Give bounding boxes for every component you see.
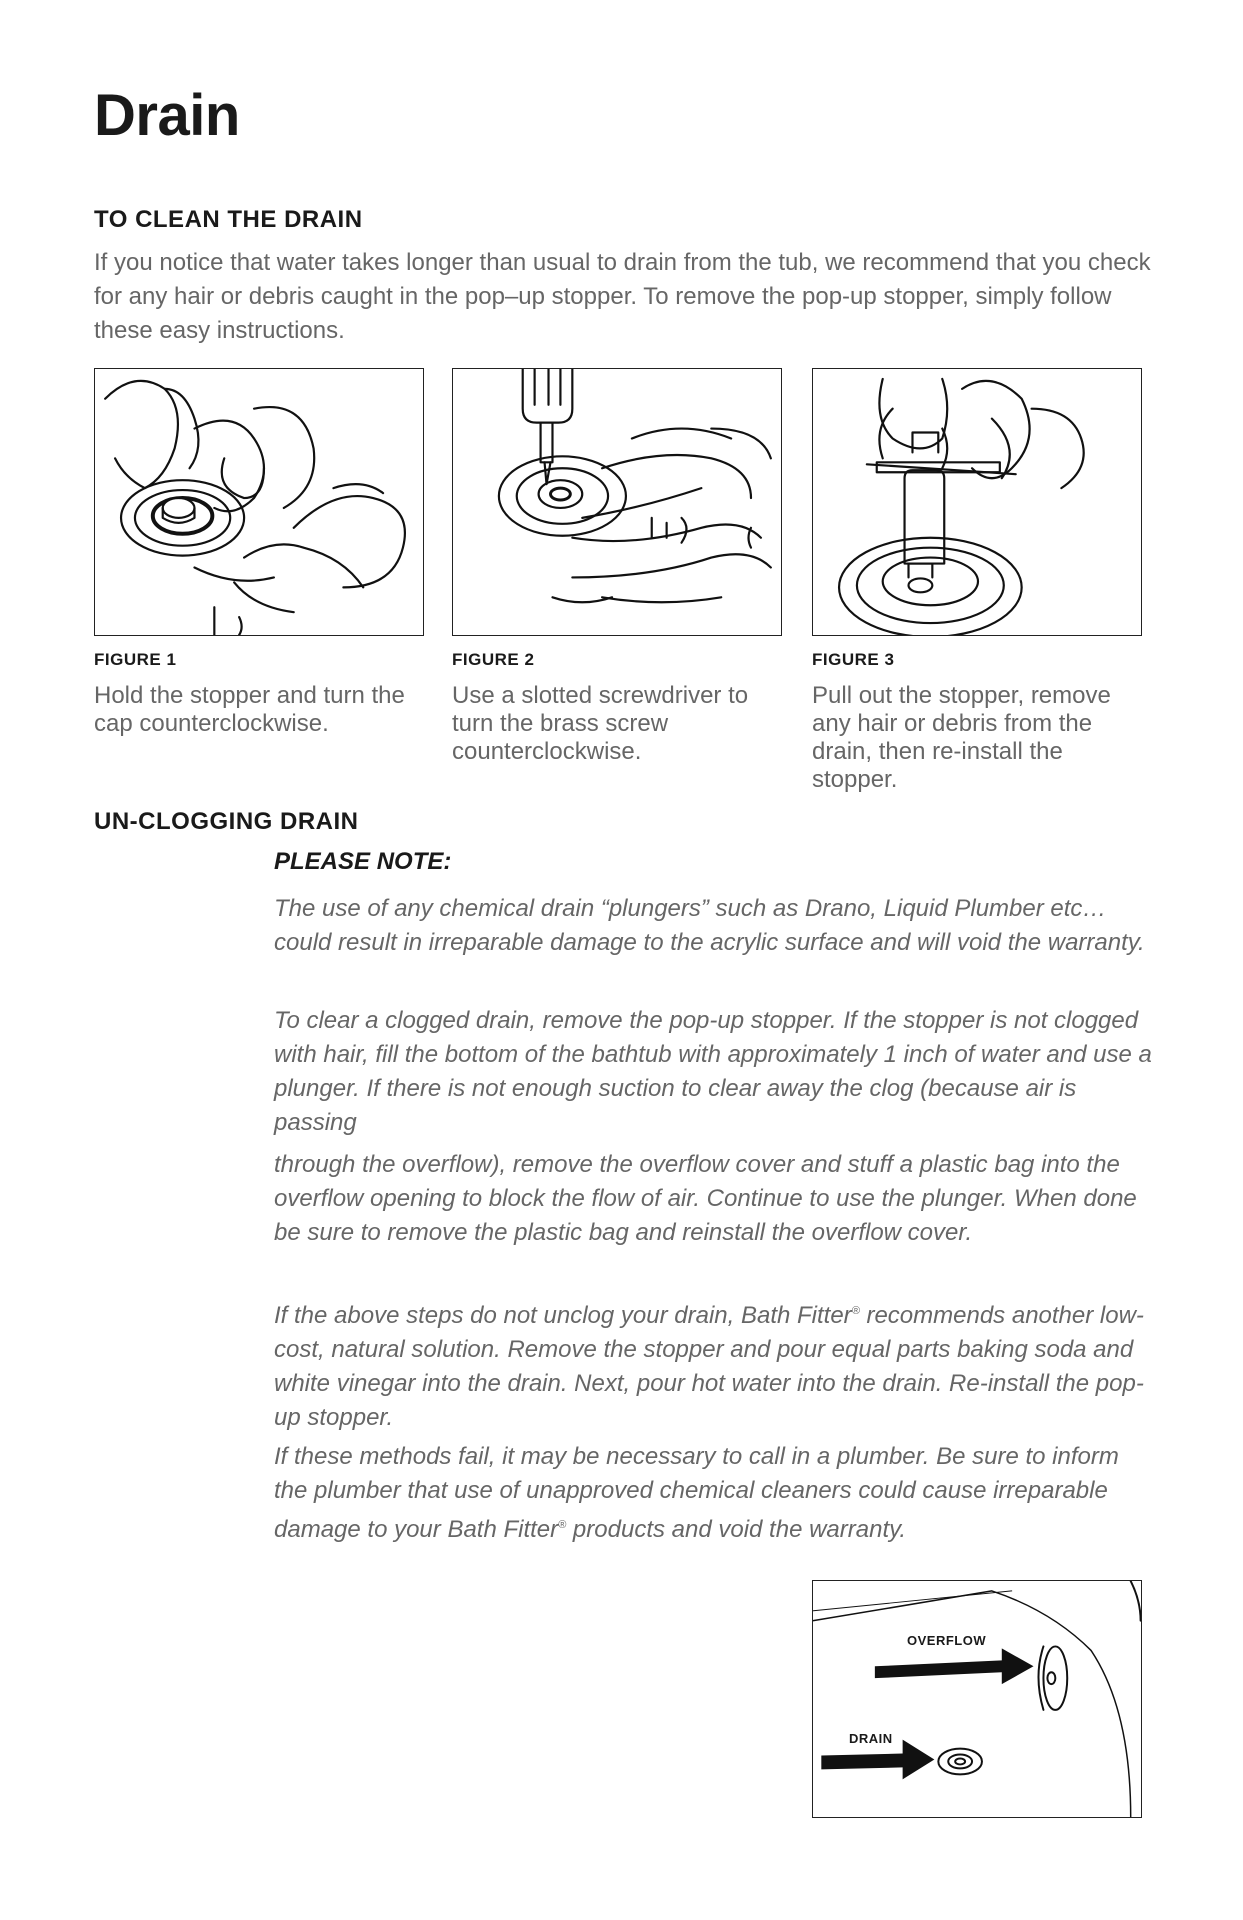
figure-2-illustration xyxy=(452,368,782,636)
plumber-text-a: If these methods fail, it may be necessary to call in a plumber. Be sure to inform the plumber that use of unapproved chemical cleaners could cause irreparable damage to your Bath Fitter xyxy=(274,1443,1119,1543)
plunger-paragraph xyxy=(274,1004,1154,1140)
plunger-text: To clear a clogged drain, remove the pop-up stopper. If the stopper is not clogged with hair, fill the bottom of the bathtub with approximately 1 inch of water and use a plunger. If there is not enough suction to clear away the clog (because air is passing xyxy=(274,1007,1152,1136)
warning-text: The use of any chemical drain “plungers” such as Drano, Liquid Plumber etc… could result in irreparable damage to the acrylic surface and will void the warranty. xyxy=(274,895,1145,956)
figure-3-caption: Pull out the stopper, remove any hair or debris from the drain, then re-install the stopper. xyxy=(812,682,1111,793)
figure-3-label: FIGURE 3 xyxy=(812,650,895,669)
natural-solution-text-a: If the above steps do not unclog your drain, Bath Fitter xyxy=(274,1302,852,1329)
overflow-paragraph xyxy=(274,1148,1154,1250)
figure-1-caption: Hold the stopper and turn the cap counterclockwise. xyxy=(94,682,405,737)
overflow-text: through the overflow), remove the overflow cover and stuff a plastic bag into the overflow opening to block the flow of air. Continue to use the plunger. When done be sure to remove the plastic bag and reinstall the overflow cover. xyxy=(274,1151,1137,1246)
natural-solution-text-b: recommends another low-cost, natural solution. Remove the stopper and pour equal parts baking soda and white vinegar into the drain. Next, pour hot water into the drain. Re-install the pop-up stopper. xyxy=(274,1302,1144,1431)
please-note-title: PLEASE NOTE: xyxy=(274,848,452,875)
drain-label: DRAIN xyxy=(849,1731,893,1746)
overflow-label: OVERFLOW xyxy=(907,1633,987,1648)
plumber-text xyxy=(274,1440,1154,1547)
figure-2-caption: Use a slotted screwdriver to turn the brass screw counterclockwise. xyxy=(452,682,749,765)
natural-solution-paragraph xyxy=(274,1294,1154,1435)
figure-3-illustration xyxy=(812,368,1142,636)
unclogging-heading: UN-CLOGGING DRAIN xyxy=(94,808,359,835)
warning-paragraph xyxy=(274,892,1154,960)
plumber-paragraph xyxy=(274,1440,1154,1547)
overflow-drain-diagram xyxy=(812,1580,1142,1818)
plumber-text-b: products and void the warranty. xyxy=(566,1516,907,1543)
clean-drain-heading: TO CLEAN THE DRAIN xyxy=(94,206,363,233)
figure-1-label: FIGURE 1 xyxy=(94,650,177,669)
figure-2-label: FIGURE 2 xyxy=(452,650,535,669)
figure-1-illustration xyxy=(94,368,424,636)
clean-drain-intro: If you notice that water takes longer than usual to drain from the tub, we recommend that you check for any hair or debris caught in the pop–up stopper. To remove the pop-up stopper, simply follow these easy instructions. xyxy=(94,249,1151,344)
natural-solution-text xyxy=(274,1294,1154,1435)
registered-mark: ® xyxy=(558,1519,567,1531)
registered-mark: ® xyxy=(851,1305,860,1317)
page-title: Drain xyxy=(94,83,240,148)
